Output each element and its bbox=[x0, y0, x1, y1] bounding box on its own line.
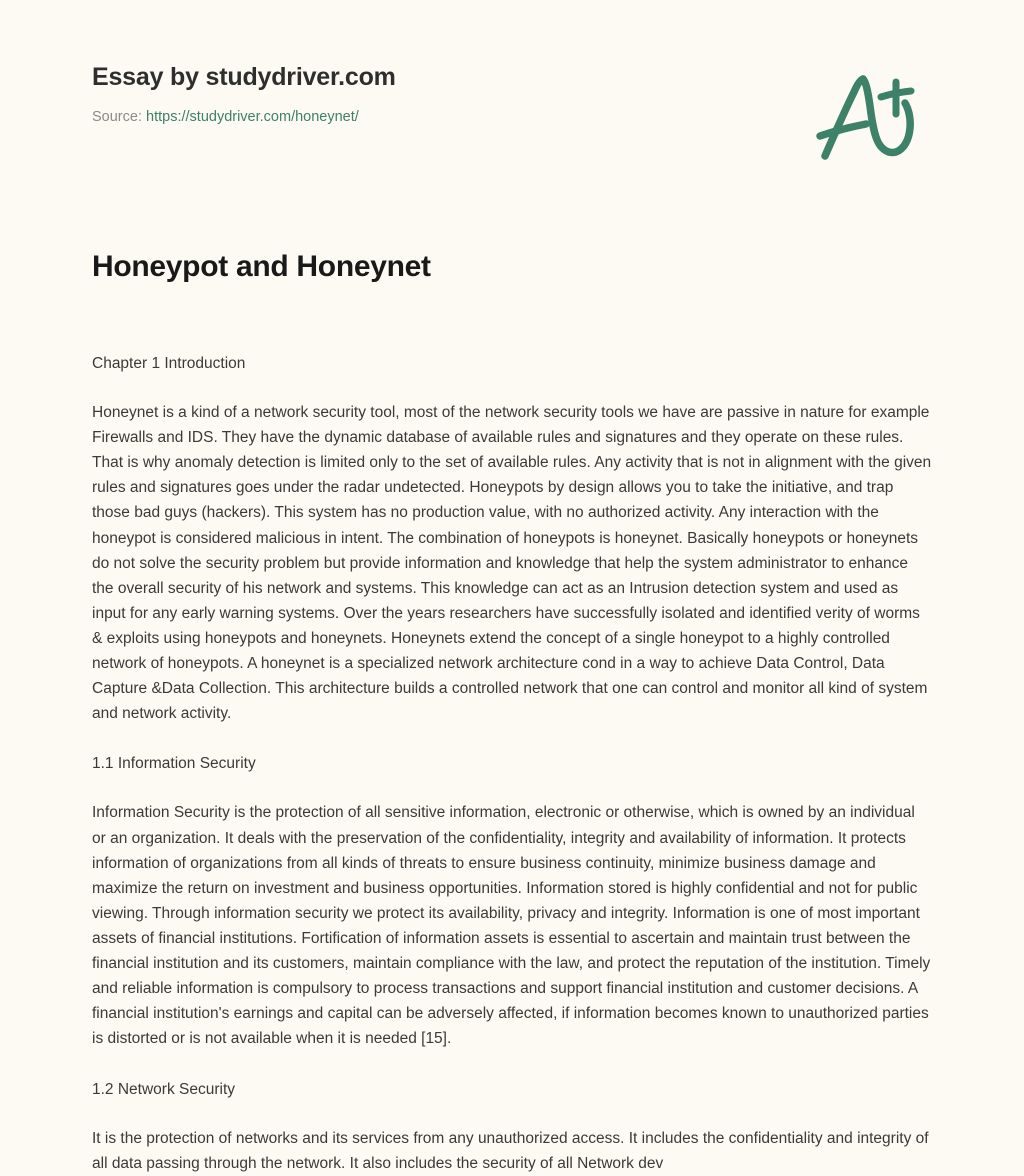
document-header bbox=[92, 62, 932, 125]
page-title: Honeypot and Honeynet bbox=[92, 250, 431, 283]
spacer bbox=[92, 1052, 932, 1078]
section-heading-network-security: 1.2 Network Security bbox=[92, 1080, 235, 1098]
source-line bbox=[92, 109, 932, 125]
spacer bbox=[92, 1102, 932, 1126]
essay-attribution: Essay by studydriver.com bbox=[92, 63, 396, 91]
section-body-information-security: Information Security is the protection of all sensitive information, electronic or otherwise, which is owned by an individual or an organization. It deals with the preservation of the confidentiality, integrity and availability of information. It protects information of organizations from all kinds of threats to ensure business continuity, minimize business damage and maximize the return on investment and business opportunities. Information stored is highly confidential and not for public viewing. Through information security we protect its availability, privacy and integrity. Information is one of most important assets of financial institutions. Fortification of information assets is essential to ascertain and maintain trust between the financial institution and its customers, maintain compliance with the law, and protect the reputation of the institution. Timely and reliable information is compulsory to process transactions and support financial institution and customer decisions. A financial institution's earnings and capital can be adversely affected, if information becomes known to unauthorized parties is distorted or is not available when it is needed [15]. bbox=[92, 804, 931, 1048]
spacer bbox=[92, 376, 932, 400]
a-plus-logo-icon bbox=[812, 70, 932, 166]
source-label: Source: bbox=[92, 109, 142, 125]
a-plus-logo bbox=[812, 70, 932, 166]
source-url-link[interactable]: https://studydriver.com/honeynet/ bbox=[146, 109, 359, 125]
section-heading-chapter-1: Chapter 1 Introduction bbox=[92, 355, 246, 372]
spacer bbox=[92, 776, 932, 800]
section-heading-information-security: 1.1 Information Security bbox=[92, 755, 256, 773]
section-body-chapter-1: Honeynet is a kind of a network security tool, most of the network security tools we have are passive in nature for example Firewalls and IDS. They have the dynamic database of available rules and signatures and they operate on these rules. That is why anomaly detection is limited only to the set of available rules. Any activity that is not in alignment with the given rules and signatures goes under the radar undetected. Honeypots by design allows you to take the initiative, and trap those bad guys (hackers). This system has no production value, with no authorized activity. Any interaction with the honeypot is considered malicious in intent. The combination of honeypots is honeynet. Basically honeypots or honeynets do not solve the security problem but provide information and knowledge that help the system administrator to enhance the overall security of his network and systems. This knowledge can act as an Intrusion detection system and used as input for any early warning systems. Over the years researchers have successfully isolated and identified verity of worms & exploits using honeypots and honeynets. Honeynets extend the concept of a single honeypot to a highly controlled network of honeypots. A honeynet is a specialized network architecture cond in a way to achieve Data Control, Data Capture &Data Collection. This architecture builds a controlled network that one can control and monitor all kind of system and network activity. bbox=[92, 404, 932, 723]
section-body-network-security: It is the protection of networks and its services from any unauthorized access. It includes the confidentiality and integrity of all data passing through the network. It also includes the security of all Network dev bbox=[92, 1129, 929, 1172]
spacer bbox=[92, 726, 932, 752]
document-body bbox=[92, 352, 932, 1176]
